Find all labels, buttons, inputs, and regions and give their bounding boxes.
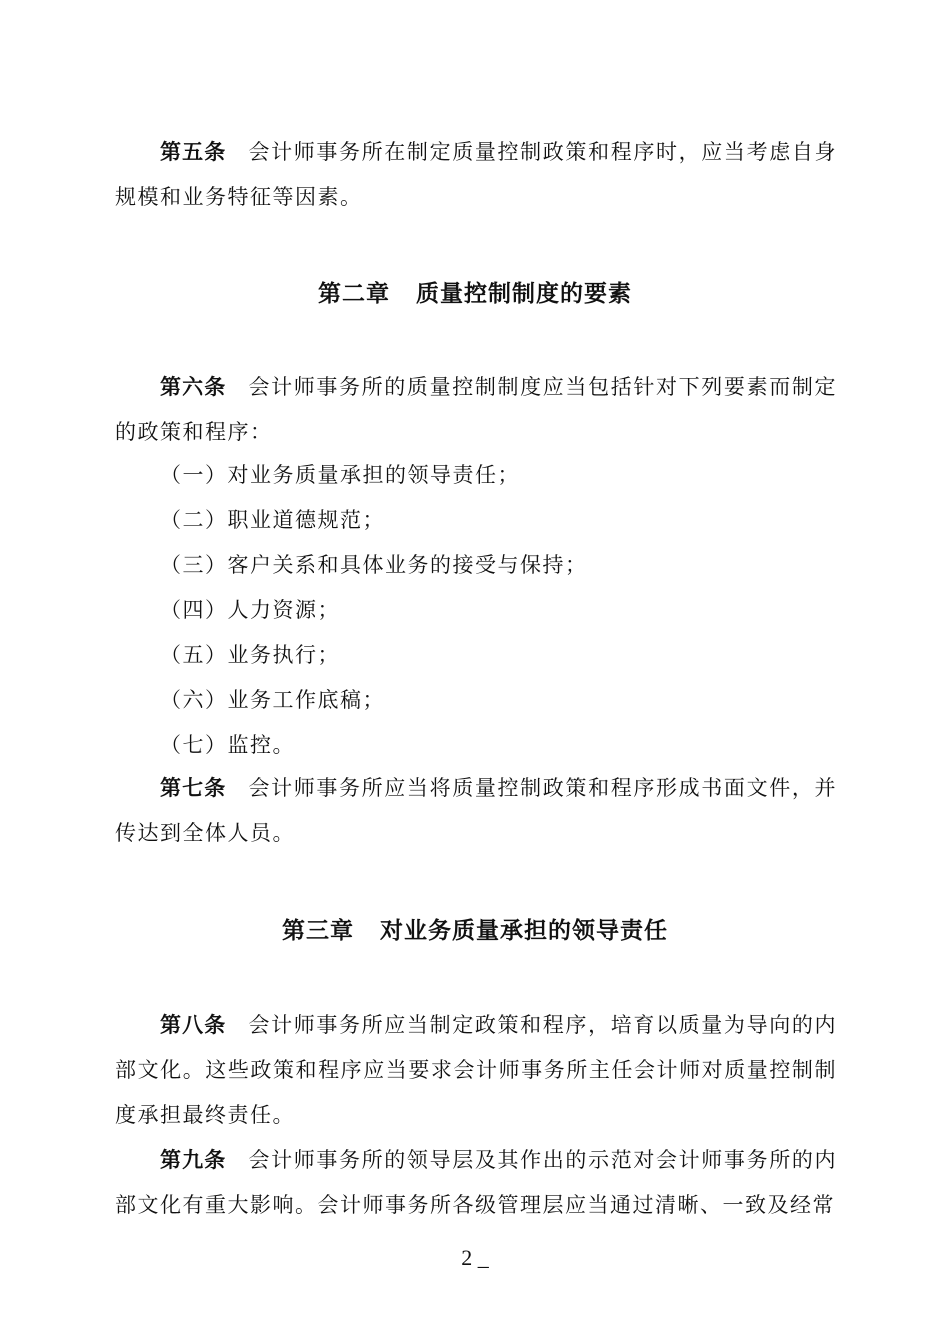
article-6-item-3: （三）客户关系和具体业务的接受与保持； xyxy=(160,553,588,577)
article-8-text: 会计师事务所应当制定政策和程序，培育以质量为导向的内部文化。这些政策和程序应当要求会计师事务所主任会计师对质量控制制度承担最终责任。 xyxy=(115,1013,838,1127)
article-6-text: 会计师事务所的质量控制制度应当包括针对下列要素而制定的政策和程序： xyxy=(115,375,838,444)
article-6-item-1: （一）对业务质量承担的领导责任； xyxy=(160,463,520,487)
article-5-label: 第五条 xyxy=(160,140,227,164)
article-6-item-6: （六）业务工作底稿； xyxy=(160,688,385,712)
chapter-3-heading xyxy=(0,914,950,948)
article-9-label: 第九条 xyxy=(160,1148,227,1172)
article-5-text: 会计师事务所在制定质量控制政策和程序时，应当考虑自身规模和业务特征等因素。 xyxy=(115,140,838,209)
chapter-2-title: 质量控制制度的要素 xyxy=(416,281,632,307)
chapter-2-number: 第二章 xyxy=(318,281,390,307)
article-6-label: 第六条 xyxy=(160,375,227,399)
chapter-3-number: 第三章 xyxy=(282,918,354,944)
chapter-3-title: 对业务质量承担的领导责任 xyxy=(380,918,668,944)
chapter-2-heading xyxy=(0,277,950,311)
article-6-item-2: （二）职业道德规范； xyxy=(160,508,385,532)
article-8 xyxy=(115,1003,837,1138)
article-9 xyxy=(115,1138,837,1228)
article-6-item-4: （四）人力资源； xyxy=(160,598,340,622)
page-number: 2 _ xyxy=(461,1245,489,1270)
article-5 xyxy=(115,130,837,220)
article-6-item-7: （七）监控。 xyxy=(160,733,295,757)
article-7-text: 会计师事务所应当将质量控制政策和程序形成书面文件，并传达到全体人员。 xyxy=(115,776,838,845)
article-7 xyxy=(115,766,837,856)
article-6 xyxy=(115,365,837,455)
article-7-label: 第七条 xyxy=(160,776,227,800)
article-8-label: 第八条 xyxy=(160,1013,227,1037)
article-9-text: 会计师事务所的领导层及其作出的示范对会计师事务所的内部文化有重大影响。会计师事务所各级管理层应当通过清晰、一致及经常 xyxy=(115,1148,838,1217)
article-6-item-5: （五）业务执行； xyxy=(160,643,340,667)
